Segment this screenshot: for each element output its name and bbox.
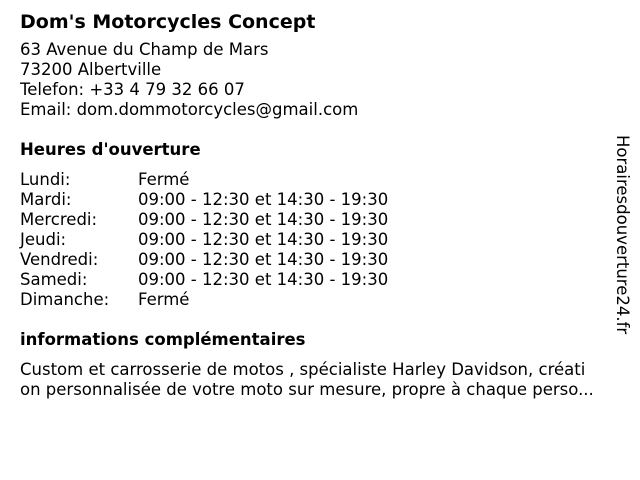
hours-value: 09:00 - 12:30 et 14:30 - 19:30 <box>138 230 389 249</box>
info-title: informations complémentaires <box>20 330 306 349</box>
address-line-2: 73200 Albertville <box>20 60 162 79</box>
hours-day: Dimanche: <box>20 290 110 309</box>
hours-value: Fermé <box>138 290 190 309</box>
address-line-1: 63 Avenue du Champ de Mars <box>20 40 269 59</box>
hours-row-mardi <box>20 190 620 210</box>
hours-row-mercredi <box>20 210 620 230</box>
hours-value: Fermé <box>138 170 190 189</box>
hours-value: 09:00 - 12:30 et 14:30 - 19:30 <box>138 250 389 269</box>
hours-row-dimanche <box>20 290 620 310</box>
hours-table <box>20 170 620 310</box>
hours-day: Mardi: <box>20 190 72 209</box>
hours-value: 09:00 - 12:30 et 14:30 - 19:30 <box>138 210 389 229</box>
hours-day: Lundi: <box>20 170 71 189</box>
watermark-text: Horairesdouverture24.fr <box>613 135 632 335</box>
info-line-2: on personnalisée de votre moto sur mesure, propre à chaque perso... <box>20 380 594 399</box>
hours-title: Heures d'ouverture <box>20 140 201 159</box>
email-line: Email: dom.dommotorcycles@gmail.com <box>20 100 359 119</box>
hours-value: 09:00 - 12:30 et 14:30 - 19:30 <box>138 190 389 209</box>
hours-row-samedi <box>20 270 620 290</box>
info-line-1: Custom et carrosserie de motos , spécialiste Harley Davidson, créati <box>20 360 586 379</box>
hours-day: Vendredi: <box>20 250 99 269</box>
info-description <box>20 360 620 400</box>
hours-day: Samedi: <box>20 270 88 289</box>
hours-row-vendredi <box>20 250 620 270</box>
hours-value: 09:00 - 12:30 et 14:30 - 19:30 <box>138 270 389 289</box>
business-name: Dom's Motorcycles Concept <box>20 11 316 33</box>
hours-day: Mercredi: <box>20 210 98 229</box>
contact-block <box>20 40 620 120</box>
phone-line: Telefon: +33 4 79 32 66 07 <box>20 80 245 99</box>
hours-row-jeudi <box>20 230 620 250</box>
hours-row-lundi <box>20 170 620 190</box>
business-card <box>20 10 620 400</box>
hours-day: Jeudi: <box>20 230 67 249</box>
